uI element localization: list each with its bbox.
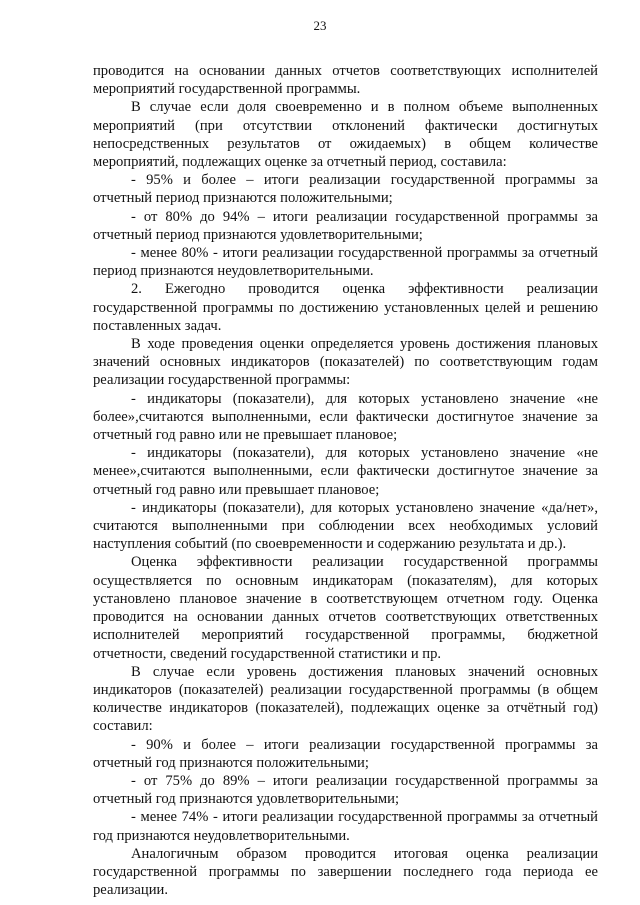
paragraph: проводится на основании данных отчетов соответствующих исполнителей мероприятий государственной программы. [93,63,598,98]
paragraph: - индикаторы (показатели), для которых установлено значение «не более»,считаются выполненными, если фактически достигнутое значение за отчетный год равно или не превышает плановое; [93,390,598,444]
paragraph: - 95% и более – итоги реализации государственной программы за отчетный период признаются положительными; [93,172,598,207]
paragraph: - менее 74% - итоги реализации государственной программы за отчетный год признаются неудовлетворительными. [93,809,598,844]
paragraph: В ходе проведения оценки определяется уровень достижения плановых значений основных индикаторов (показателей) по соответствующим годам реализации государственной программы: [93,336,598,389]
page-number: 23 [313,18,327,33]
paragraph: Оценка эффективности реализации государственной программы осуществляется по основным индикаторам (показателям), для которых установлено плановое значение в соответствующем отчетном году. Оценка проводится на основании данных отчетов соответствующих ответственных исполнителей мероприятий государственной программы, бюджетной отчетности, сведений государственной статистики и пр. [93,554,598,662]
paragraph: - от 75% до 89% – итоги реализации государственной программы за отчетный год признаются удовлетворительными; [93,772,598,808]
paragraph: - от 80% до 94% – итоги реализации государственной программы за отчетный период признаются удовлетворительными; [93,208,598,243]
paragraph: Аналогичным образом проводится итоговая оценка реализации государственной программы по завершении последнего года периода ее реализации. [93,845,598,899]
paragraph: В случае если доля своевременно и в полном объеме выполненных мероприятий (при отсутствии отклонений фактически достигнутых непосредственных результатов от ожидаемых) в общем количестве мероприятий, подлежащих оценке за отчетный период, составила: [93,99,598,171]
paragraph: - 90% и более – итоги реализации государственной программы за отчетный год признаются положительными; [93,736,598,771]
paragraph: 2. Ежегодно проводится оценка эффективности реализации государственной программы по достижению установленных целей и решению поставленных задач. [93,281,598,334]
paragraph: - менее 80% - итоги реализации государственной программы за отчетный период признаются неудовлетворительными. [93,245,598,280]
document-body [93,62,598,899]
paragraph: В случае если уровень достижения плановых значений основных индикаторов (показателей) реализации государственной программы (в общем количестве индикаторов (показателей), подлежащих оценке за отчётный год) составил: [93,663,598,735]
paragraph: - индикаторы (показатели), для которых установлено значение «да/нет», считаются выполненными при соблюдении всех необходимых условий наступления событий (по своевременности и содержанию результата и др.). [93,499,598,553]
paragraph: - индикаторы (показатели), для которых установлено значение «не менее»,считаются выполненными, если фактически достигнутое значение за отчетный год равно или превышает плановое; [93,445,598,498]
